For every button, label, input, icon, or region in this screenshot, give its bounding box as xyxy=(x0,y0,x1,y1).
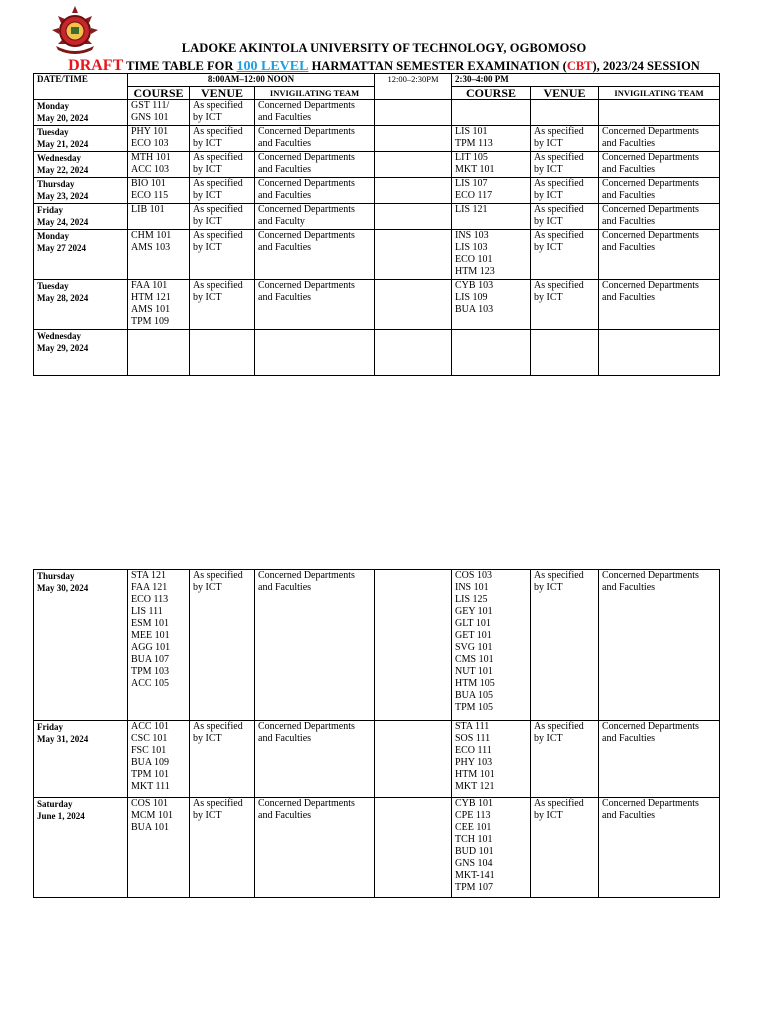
pm-venue-cell-line: As specified xyxy=(534,570,584,581)
pm-course-cell-line: LIS 125 xyxy=(455,594,488,605)
am-course-cell-line: FAA 121 xyxy=(131,582,168,593)
am-venue-cell xyxy=(190,798,255,898)
pm-venue-cell-line: by ICT xyxy=(534,242,563,253)
pm-team-cell-line: Concerned Departments xyxy=(602,798,699,809)
am-course-cell-line: ESM 101 xyxy=(131,618,170,629)
pm-course-cell-line: SOS 111 xyxy=(455,733,491,744)
pm-team-cell xyxy=(599,204,720,230)
am-team-cell-line: Concerned Departments xyxy=(258,798,355,809)
date-label: May 27 2024 xyxy=(37,243,86,253)
pm-course-cell-line: GET 101 xyxy=(455,630,492,641)
pm-venue-cell xyxy=(531,100,599,126)
am-venue-cell-line: by ICT xyxy=(193,164,222,175)
pm-team-cell-line: and Faculties xyxy=(602,164,656,175)
date-label: May 31, 2024 xyxy=(37,734,89,744)
weekday-label: Friday xyxy=(37,205,63,215)
am-course-cell-line: ACC 103 xyxy=(131,164,170,175)
am-team-cell-line: and Faculties xyxy=(258,242,312,253)
pm-team-cell xyxy=(599,798,720,898)
pm-team-cell-line: and Faculties xyxy=(602,292,656,303)
date-cell xyxy=(34,100,128,126)
am-course-cell xyxy=(128,280,190,330)
am-course-cell-line: LIS 111 xyxy=(131,606,163,617)
am-team-cell xyxy=(255,230,375,280)
pm-venue-cell-line: by ICT xyxy=(534,190,563,201)
pm-course-cell-line: LIT 105 xyxy=(455,152,488,163)
am-venue-cell xyxy=(190,570,255,721)
am-venue-cell-line: As specified xyxy=(193,798,243,809)
am-venue-cell xyxy=(190,230,255,280)
date-label: May 21, 2024 xyxy=(37,139,89,149)
am-course-cell-line: AMS 103 xyxy=(131,242,171,253)
am-course-cell xyxy=(128,204,190,230)
pm-venue-cell-line: by ICT xyxy=(534,582,563,593)
date-cell xyxy=(34,280,128,330)
am-team-cell-line: Concerned Departments xyxy=(258,280,355,291)
date-label: May 23, 2024 xyxy=(37,191,89,201)
weekday-label: Wednesday xyxy=(37,331,82,341)
am-venue-cell-line: As specified xyxy=(193,100,243,111)
am-course-cell-line: FAA 101 xyxy=(131,280,168,291)
midday-cell xyxy=(375,721,452,798)
am-course-cell xyxy=(128,721,190,798)
date-cell xyxy=(34,178,128,204)
pm-course-cell-line: PHY 103 xyxy=(455,757,493,768)
am-course-cell xyxy=(128,570,190,721)
pm-team-cell xyxy=(599,330,720,376)
pm-course-cell-line: ECO 101 xyxy=(455,254,493,265)
pm-venue-cell xyxy=(531,330,599,376)
pm-course-cell xyxy=(452,798,531,898)
pm-course-cell-line: STA 111 xyxy=(455,721,490,732)
am-team-cell-line: and Faculties xyxy=(258,112,312,123)
am-team-cell-line: and Faculties xyxy=(258,292,312,303)
am-team-cell-line: Concerned Departments xyxy=(258,100,355,111)
am-venue-cell-line: by ICT xyxy=(193,582,222,593)
midday-cell xyxy=(375,152,452,178)
pm-venue-cell xyxy=(531,178,599,204)
am-team-cell xyxy=(255,100,375,126)
midday-cell xyxy=(375,126,452,152)
pm-team-cell xyxy=(599,126,720,152)
pm-venue-cell xyxy=(531,280,599,330)
am-venue-cell xyxy=(190,178,255,204)
am-course-cell-line: ECO 103 xyxy=(131,138,169,149)
pm-course-cell-line: HTM 101 xyxy=(455,769,495,780)
am-team-cell xyxy=(255,204,375,230)
am-course-cell-line: MEE 101 xyxy=(131,630,170,641)
pm-team-cell-line: and Faculties xyxy=(602,138,656,149)
am-venue-cell xyxy=(190,100,255,126)
pm-team-cell-line: Concerned Departments xyxy=(602,230,699,241)
pm-course-cell xyxy=(452,230,531,280)
am-team-cell-line: Concerned Departments xyxy=(258,721,355,732)
pm-course-cell-line: BUA 105 xyxy=(455,690,494,701)
course-header: COURSE xyxy=(128,87,190,100)
table-row xyxy=(34,126,720,152)
date-cell xyxy=(34,330,128,376)
am-team-cell xyxy=(255,280,375,330)
pm-course-cell-line: ECO 117 xyxy=(455,190,493,201)
pm-venue-cell-line: by ICT xyxy=(534,810,563,821)
am-venue-cell xyxy=(190,721,255,798)
weekday-label: Tuesday xyxy=(37,281,69,291)
am-course-cell-line: GNS 101 xyxy=(131,112,169,123)
pm-course-cell-line: HTM 105 xyxy=(455,678,495,689)
am-venue-cell-line: As specified xyxy=(193,570,243,581)
pm-venue-cell xyxy=(531,230,599,280)
pm-venue-cell-line: As specified xyxy=(534,798,584,809)
pm-venue-cell-line: As specified xyxy=(534,204,584,215)
am-team-cell xyxy=(255,570,375,721)
weekday-label: Friday xyxy=(37,722,63,732)
pm-course-cell-line: INS 101 xyxy=(455,582,489,593)
pm-team-cell-line: and Faculties xyxy=(602,810,656,821)
pm-course-cell-line: LIS 107 xyxy=(455,178,488,189)
pm-course-cell-line: CYB 103 xyxy=(455,280,494,291)
pm-team-cell-line: and Faculties xyxy=(602,216,656,227)
am-course-cell-line: TPM 103 xyxy=(131,666,170,677)
date-cell xyxy=(34,570,128,721)
pm-team-cell-line: Concerned Departments xyxy=(602,152,699,163)
am-course-cell-line: GST 111/ xyxy=(131,100,170,111)
am-course-cell-line: BIO 101 xyxy=(131,178,166,189)
date-cell xyxy=(34,721,128,798)
pm-venue-cell-line: As specified xyxy=(534,230,584,241)
pm-course-cell xyxy=(452,570,531,721)
am-course-cell-line: BUA 101 xyxy=(131,822,170,833)
am-venue-cell-line: by ICT xyxy=(193,216,222,227)
pm-venue-cell-line: As specified xyxy=(534,280,584,291)
pm-venue-cell xyxy=(531,126,599,152)
am-team-cell-line: and Faculties xyxy=(258,810,312,821)
pm-course-cell xyxy=(452,280,531,330)
am-course-cell-line: ECO 113 xyxy=(131,594,169,605)
pm-course-cell-line: MKT 121 xyxy=(455,781,495,792)
midday-cell xyxy=(375,280,452,330)
pm-venue-cell-line: As specified xyxy=(534,721,584,732)
pm-team-cell-line: Concerned Departments xyxy=(602,570,699,581)
date-cell xyxy=(34,152,128,178)
pm-venue-cell-line: As specified xyxy=(534,152,584,163)
am-course-cell-line: BUA 109 xyxy=(131,757,170,768)
pm-venue-cell xyxy=(531,570,599,721)
pm-course-cell-line: LIS 109 xyxy=(455,292,488,303)
pm-course-cell-line: COS 103 xyxy=(455,570,492,581)
pm-venue-cell-line: As specified xyxy=(534,178,584,189)
pm-course-cell-line: TPM 107 xyxy=(455,882,494,893)
pm-venue-cell-line: by ICT xyxy=(534,733,563,744)
am-course-cell xyxy=(128,230,190,280)
invigilating-team-header: INVIGILATING TEAM xyxy=(255,87,375,100)
pm-team-cell-line: Concerned Departments xyxy=(602,721,699,732)
am-venue-cell xyxy=(190,126,255,152)
am-course-cell-line: CSC 101 xyxy=(131,733,168,744)
am-course-cell-line: COS 101 xyxy=(131,798,168,809)
am-team-cell xyxy=(255,798,375,898)
am-venue-cell xyxy=(190,280,255,330)
date-time-header: DATE/TIME xyxy=(34,74,128,100)
pm-venue-cell-line: by ICT xyxy=(534,138,563,149)
midday-cell xyxy=(375,204,452,230)
course-header: COURSE xyxy=(452,87,531,100)
date-label: May 24, 2024 xyxy=(37,217,89,227)
am-venue-cell-line: As specified xyxy=(193,178,243,189)
pm-course-cell-line: CEE 101 xyxy=(455,822,492,833)
pm-course-cell xyxy=(452,204,531,230)
morning-session-header: 8:00AM–12:00 NOON xyxy=(128,74,375,87)
pm-team-cell xyxy=(599,178,720,204)
pm-team-cell-line: Concerned Departments xyxy=(602,178,699,189)
am-team-cell-line: and Faculties xyxy=(258,190,312,201)
am-venue-cell-line: As specified xyxy=(193,152,243,163)
pm-team-cell xyxy=(599,570,720,721)
am-course-cell xyxy=(128,126,190,152)
timetable-title: DRAFT TIME TABLE FOR 100 LEVEL HARMATTAN SEMESTER EXAMINATION (CBT), 2023/24 SESSION xyxy=(68,57,700,74)
am-course-cell-line: BUA 107 xyxy=(131,654,170,665)
midday-session-header: 12:00–2:30PM xyxy=(375,74,452,100)
draft-label: DRAFT xyxy=(68,57,124,74)
pm-team-cell xyxy=(599,100,720,126)
am-venue-cell-line: by ICT xyxy=(193,292,222,303)
am-course-cell-line: LIB 101 xyxy=(131,204,165,215)
am-venue-cell-line: by ICT xyxy=(193,190,222,201)
am-venue-cell-line: As specified xyxy=(193,280,243,291)
am-team-cell-line: Concerned Departments xyxy=(258,126,355,137)
pm-team-cell-line: and Faculties xyxy=(602,582,656,593)
table-row xyxy=(34,178,720,204)
pm-course-cell-line: TPM 113 xyxy=(455,138,493,149)
pm-team-cell-line: Concerned Departments xyxy=(602,280,699,291)
date-label: May 20, 2024 xyxy=(37,113,89,123)
pm-course-cell xyxy=(452,126,531,152)
am-team-cell-line: Concerned Departments xyxy=(258,204,355,215)
am-course-cell-line: ACC 105 xyxy=(131,678,170,689)
pm-course-cell-line: MKT-141 xyxy=(455,870,495,881)
venue-header: VENUE xyxy=(190,87,255,100)
pm-venue-cell-line: by ICT xyxy=(534,164,563,175)
am-course-cell-line: TPM 109 xyxy=(131,316,170,327)
am-team-cell-line: Concerned Departments xyxy=(258,230,355,241)
pm-course-cell-line: ECO 111 xyxy=(455,745,492,756)
pm-course-cell-line: LIS 103 xyxy=(455,242,488,253)
date-cell xyxy=(34,798,128,898)
am-venue-cell xyxy=(190,152,255,178)
am-course-cell-line: MTH 101 xyxy=(131,152,171,163)
am-team-cell-line: and Faculties xyxy=(258,138,312,149)
am-venue-cell xyxy=(190,204,255,230)
weekday-label: Monday xyxy=(37,231,70,241)
am-course-cell-line: AMS 101 xyxy=(131,304,171,315)
weekday-label: Saturday xyxy=(37,799,73,809)
pm-course-cell-line: BUD 101 xyxy=(455,846,494,857)
weekday-label: Thursday xyxy=(37,179,75,189)
am-team-cell xyxy=(255,721,375,798)
pm-course-cell-line: GEY 101 xyxy=(455,606,493,617)
pm-course-cell-line: TCH 101 xyxy=(455,834,493,845)
am-course-cell xyxy=(128,152,190,178)
pm-course-cell-line: CMS 101 xyxy=(455,654,494,665)
pm-team-cell xyxy=(599,230,720,280)
pm-team-cell-line: and Faculties xyxy=(602,242,656,253)
date-label: May 22, 2024 xyxy=(37,165,89,175)
pm-course-cell-line: TPM 105 xyxy=(455,702,494,713)
pm-team-cell-line: Concerned Departments xyxy=(602,204,699,215)
am-venue-cell-line: As specified xyxy=(193,204,243,215)
am-course-cell-line: MKT 111 xyxy=(131,781,170,792)
pm-team-cell xyxy=(599,721,720,798)
pm-course-cell xyxy=(452,152,531,178)
am-course-cell-line: HTM 121 xyxy=(131,292,171,303)
am-venue-cell-line: by ICT xyxy=(193,112,222,123)
am-venue-cell xyxy=(190,330,255,376)
am-course-cell-line: FSC 101 xyxy=(131,745,167,756)
midday-cell xyxy=(375,570,452,721)
weekday-label: Monday xyxy=(37,101,70,111)
am-course-cell xyxy=(128,178,190,204)
table-row xyxy=(34,280,720,330)
pm-team-cell-line: and Faculties xyxy=(602,733,656,744)
am-team-cell xyxy=(255,330,375,376)
pm-team-cell xyxy=(599,280,720,330)
pm-course-cell-line: BUA 103 xyxy=(455,304,494,315)
am-course-cell-line: MCM 101 xyxy=(131,810,173,821)
date-label: May 28, 2024 xyxy=(37,293,89,303)
am-course-cell-line: STA 121 xyxy=(131,570,167,581)
table-row xyxy=(34,570,720,721)
pm-course-cell xyxy=(452,721,531,798)
am-venue-cell-line: by ICT xyxy=(193,242,222,253)
am-team-cell-line: and Faculties xyxy=(258,164,312,175)
pm-course-cell xyxy=(452,330,531,376)
date-cell xyxy=(34,230,128,280)
pm-course-cell-line: INS 103 xyxy=(455,230,489,241)
table-row xyxy=(34,152,720,178)
am-course-cell xyxy=(128,100,190,126)
pm-course-cell-line: CPE 113 xyxy=(455,810,491,821)
pm-venue-cell xyxy=(531,721,599,798)
invigilating-team-header: INVIGILATING TEAM xyxy=(599,87,720,100)
midday-cell xyxy=(375,230,452,280)
am-team-cell xyxy=(255,178,375,204)
am-venue-cell-line: by ICT xyxy=(193,810,222,821)
pm-team-cell xyxy=(599,152,720,178)
am-team-cell-line: and Faculties xyxy=(258,733,312,744)
pm-course-cell-line: GNS 104 xyxy=(455,858,493,869)
am-team-cell-line: Concerned Departments xyxy=(258,152,355,163)
level-label: 100 LEVEL xyxy=(236,59,309,74)
am-team-cell xyxy=(255,152,375,178)
table-row xyxy=(34,230,720,280)
pm-course-cell-line: HTM 123 xyxy=(455,266,495,277)
pm-course-cell-line: NUT 101 xyxy=(455,666,493,677)
pm-venue-cell xyxy=(531,204,599,230)
am-course-cell xyxy=(128,330,190,376)
am-venue-cell-line: As specified xyxy=(193,230,243,241)
pm-venue-cell-line: by ICT xyxy=(534,216,563,227)
weekday-label: Wednesday xyxy=(37,153,82,163)
midday-cell xyxy=(375,798,452,898)
am-course-cell-line: AGG 101 xyxy=(131,642,171,653)
table-row xyxy=(34,330,720,376)
am-course-cell-line: ECO 115 xyxy=(131,190,169,201)
venue-header: VENUE xyxy=(531,87,599,100)
table-row xyxy=(34,798,720,898)
afternoon-session-header: 2:30–4:00 PM xyxy=(452,74,720,87)
cbt-label: CBT xyxy=(566,59,593,73)
am-course-cell-line: TPM 101 xyxy=(131,769,170,780)
timetable-page-1 xyxy=(33,73,720,376)
pm-course-cell xyxy=(452,100,531,126)
weekday-label: Tuesday xyxy=(37,127,69,137)
table-row xyxy=(34,204,720,230)
timetable-page-2 xyxy=(33,569,720,898)
am-venue-cell-line: As specified xyxy=(193,721,243,732)
date-cell xyxy=(34,204,128,230)
pm-venue-cell xyxy=(531,152,599,178)
date-label: May 30, 2024 xyxy=(37,583,89,593)
midday-cell xyxy=(375,178,452,204)
am-venue-cell-line: As specified xyxy=(193,126,243,137)
table-row xyxy=(34,100,720,126)
pm-venue-cell xyxy=(531,798,599,898)
university-title: LADOKE AKINTOLA UNIVERSITY OF TECHNOLOGY, OGBOMOSO xyxy=(181,41,587,55)
am-team-cell-line: Concerned Departments xyxy=(258,178,355,189)
pm-course-cell-line: LIS 101 xyxy=(455,126,488,137)
pm-team-cell-line: and Faculties xyxy=(602,190,656,201)
date-cell xyxy=(34,126,128,152)
pm-course-cell-line: SVG 101 xyxy=(455,642,493,653)
midday-cell xyxy=(375,100,452,126)
am-venue-cell-line: by ICT xyxy=(193,733,222,744)
am-team-cell-line: and Faculty xyxy=(258,216,305,227)
pm-course-cell-line: LIS 121 xyxy=(455,204,488,215)
am-course-cell-line: ACC 101 xyxy=(131,721,170,732)
am-course-cell-line: CHM 101 xyxy=(131,230,172,241)
am-course-cell xyxy=(128,798,190,898)
am-team-cell-line: and Faculties xyxy=(258,582,312,593)
pm-course-cell-line: MKT 101 xyxy=(455,164,495,175)
pm-course-cell-line: CYB 101 xyxy=(455,798,494,809)
pm-venue-cell-line: As specified xyxy=(534,126,584,137)
am-venue-cell-line: by ICT xyxy=(193,138,222,149)
date-label: June 1, 2024 xyxy=(37,811,85,821)
am-team-cell xyxy=(255,126,375,152)
table-row xyxy=(34,721,720,798)
am-course-cell-line: PHY 101 xyxy=(131,126,169,137)
pm-course-cell-line: GLT 101 xyxy=(455,618,491,629)
weekday-label: Thursday xyxy=(37,571,75,581)
am-team-cell-line: Concerned Departments xyxy=(258,570,355,581)
pm-team-cell-line: Concerned Departments xyxy=(602,126,699,137)
date-label: May 29, 2024 xyxy=(37,343,89,353)
midday-cell xyxy=(375,330,452,376)
pm-course-cell xyxy=(452,178,531,204)
pm-venue-cell-line: by ICT xyxy=(534,292,563,303)
